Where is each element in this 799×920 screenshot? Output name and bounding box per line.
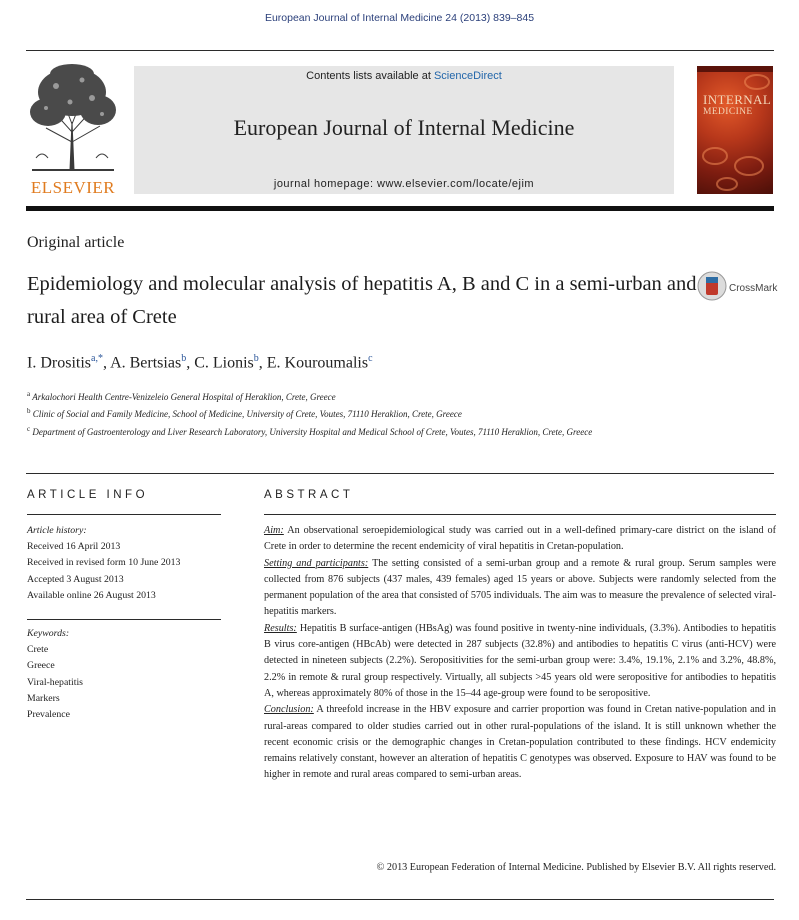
article-type: Original article xyxy=(27,234,125,251)
elsevier-logo xyxy=(26,62,120,198)
author-affiliation-mark[interactable]: b xyxy=(181,353,187,364)
keyword-item: Greece xyxy=(27,660,55,672)
author-separator: , xyxy=(102,354,111,372)
author-separator: , xyxy=(186,354,195,372)
keyword-item: Crete xyxy=(27,644,49,656)
author-list xyxy=(27,353,373,372)
article-info-rule xyxy=(27,514,221,515)
affiliation-text: Department of Gastroenterology and Liver Research Laboratory, University Hospital and Medical School of Crete, Voutes, 71110 Heraklion, Crete, Greece xyxy=(32,427,593,437)
abstract-aim xyxy=(264,523,776,556)
crossmark-label: CrossMark xyxy=(729,283,778,294)
history-item: Available online 26 August 2013 xyxy=(27,589,156,601)
article-title: Epidemiology and molecular analysis of hepatitis A, B and C in a semi-urban and rural area of Crete xyxy=(27,273,697,328)
article-info-heading: ARTICLE INFO xyxy=(27,489,149,501)
conclusion-label: Conclusion: xyxy=(264,704,314,716)
affiliation-b xyxy=(27,407,462,419)
author-affiliation-mark[interactable]: a,* xyxy=(91,353,103,364)
abstract-heading: ABSTRACT xyxy=(264,489,354,501)
affiliation-mark: c xyxy=(27,425,31,433)
footer-rule xyxy=(26,899,774,900)
keyword-item: Prevalence xyxy=(27,709,70,721)
cover-title xyxy=(703,92,772,118)
conclusion-text: A threefold increase in the HBV exposure and carrier proportion was found in Cretan native-population and in rural-areas compared to older studies carried out in other rural-populations of the island. It is still unknown whether the recent economic crisis or the demographic changes in Cretan-population contributed to these findings. HCV endemicity remains relatively constant, however an alteration of hepatitis C genotypes was observed. Exposure to HAV was found to be higher in remote and rural areas compared to semi-urban areas. xyxy=(264,704,776,781)
journal-cover-thumbnail xyxy=(697,66,773,194)
cover-title-line1: INTERNAL xyxy=(703,92,772,107)
abstract-rule xyxy=(264,514,776,515)
journal-banner xyxy=(134,66,674,194)
keywords-rule xyxy=(27,619,221,620)
results-text: Hepatitis B surface-antigen (HBsAg) was found positive in twenty-nine individuals, (3.3%). Antibodies to hepatitis B virus core-antigen (HBcAb) were detected in 287 subjects (32.8%) and antibodies to hepatitis C virus (anti-HCV) were detected in nineteen subjects (2.2%). Seropositivities for the semi-urban group were: 3.4%, 19.1%, 2.1% and 3.2%, 48.8%, 2.2% in remote & rural group respectively. Virtually, all subjects >45 years old were seropositive for antibodies to hepatitis A, whereas approximately 80% of those in the 15–44 age-group were found to be seropositive. xyxy=(264,622,776,699)
header-top-rule xyxy=(26,50,774,51)
author-name[interactable]: C. Lionis xyxy=(194,354,254,372)
abstract-body xyxy=(264,523,776,784)
contents-prefix: Contents lists available at xyxy=(306,70,434,82)
journal-citation: European Journal of Internal Medicine 24 (2013) 839–845 xyxy=(264,12,535,24)
history-item: Received 16 April 2013 xyxy=(27,541,121,553)
article-history xyxy=(27,523,180,604)
header-bottom-rule xyxy=(26,206,774,211)
article-history-label: Article history: xyxy=(27,525,87,536)
abstract-setting xyxy=(264,556,776,621)
crossmark-icon xyxy=(697,271,727,301)
history-item: Received in revised form 10 June 2013 xyxy=(27,557,181,569)
affiliation-text: Clinic of Social and Family Medicine, School of Medicine, University of Crete, Voutes, 71110 Heraklion, Crete, Greece xyxy=(32,409,462,419)
affiliations-rule xyxy=(26,473,774,474)
author-affiliation-mark[interactable]: b xyxy=(253,353,259,364)
setting-text: The setting consisted of a semi-urban group and a remote & rural group. Serum samples were collected from 876 subjects (437 males, 439 females) aged 15 years or above. Subjects were randomly selected from the permanent population of the area that consisted of 5705 individuals. The aim was to measure the prevalence of selected viral-hepatitis markers. xyxy=(264,557,776,618)
keyword-item: Viral-hepatitis xyxy=(27,676,83,688)
cover-title-line2: MEDICINE xyxy=(703,107,753,117)
elsevier-tree-icon xyxy=(26,62,120,172)
affiliation-mark: b xyxy=(27,407,31,415)
copyright-notice: © 2013 European Federation of Internal Medicine. Published by Elsevier B.V. All rights reserved. xyxy=(376,862,776,873)
journal-homepage-link[interactable]: journal homepage: www.elsevier.com/locate/ejim xyxy=(273,178,535,190)
aim-text: An observational seroepidemiological study was carried out in a well-defined primary-care district on the island of Crete in order to determine the recent endemicity of viral hepatitis in Cretan-population. xyxy=(264,525,776,553)
keyword-item: Markers xyxy=(27,692,60,704)
author-separator: , xyxy=(258,354,267,372)
author-affiliation-mark[interactable]: c xyxy=(368,353,373,364)
results-label: Results: xyxy=(264,622,297,634)
aim-label: Aim: xyxy=(264,525,284,536)
keywords xyxy=(27,626,83,723)
author-name[interactable]: E. Kouroumalis xyxy=(266,354,369,372)
elsevier-wordmark: ELSEVIER xyxy=(30,178,116,197)
sciencedirect-link[interactable]: ScienceDirect xyxy=(433,70,502,82)
affiliation-c xyxy=(27,425,592,437)
history-item: Accepted 3 August 2013 xyxy=(27,573,124,585)
affiliation-a xyxy=(27,390,336,402)
contents-available-line xyxy=(134,70,674,82)
journal-title: European Journal of Internal Medicine xyxy=(233,115,575,140)
setting-label: Setting and participants: xyxy=(264,557,369,569)
keywords-label: Keywords: xyxy=(27,628,70,639)
crossmark-badge[interactable] xyxy=(697,271,781,301)
cover-cells-icon xyxy=(697,66,773,194)
author-name[interactable]: I. Drositis xyxy=(27,354,91,372)
affiliation-mark: a xyxy=(27,390,31,398)
abstract-conclusion xyxy=(264,702,776,783)
author-name[interactable]: A. Bertsias xyxy=(110,354,182,372)
affiliation-text: Arkalochori Health Centre-Venizeleio General Hospital of Heraklion, Crete, Greece xyxy=(32,392,336,402)
abstract-results xyxy=(264,621,776,702)
